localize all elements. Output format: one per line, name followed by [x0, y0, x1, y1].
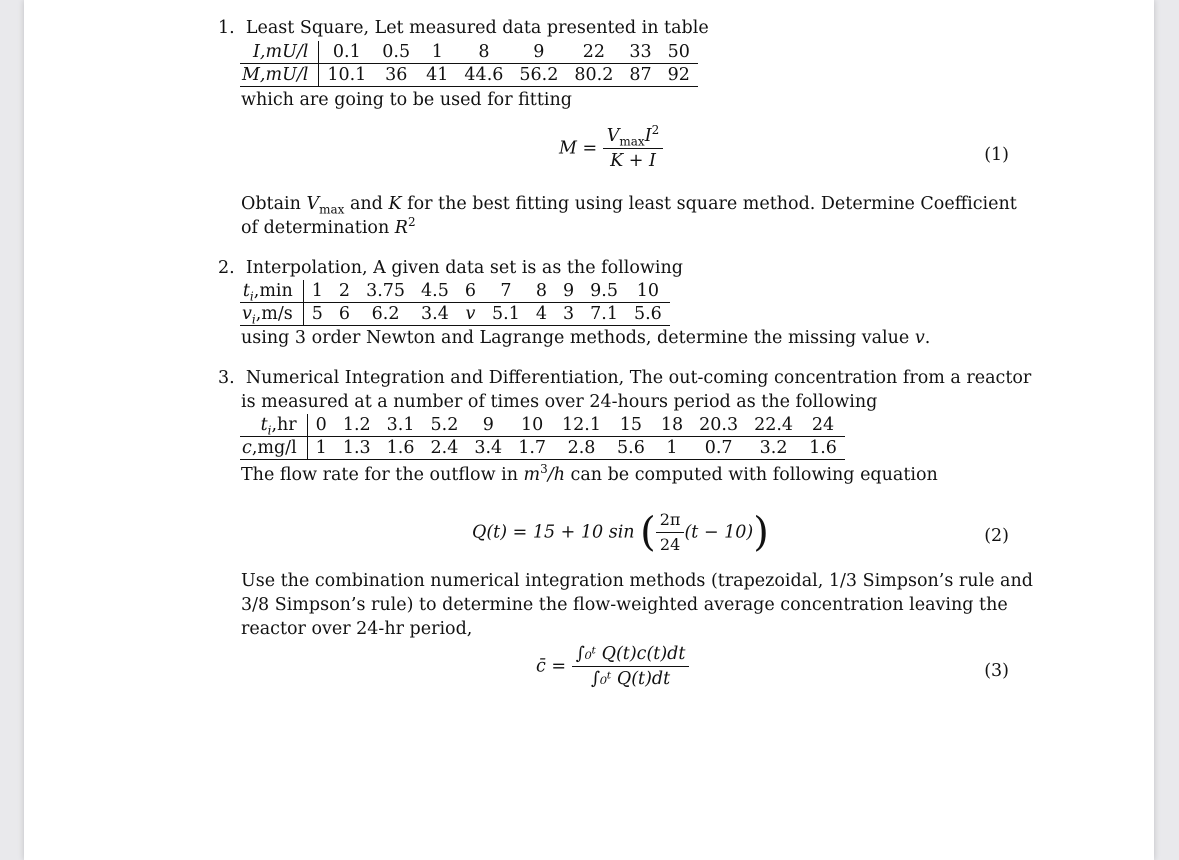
page-content — [24, 0, 1154, 860]
table-cell: 3 — [555, 303, 582, 326]
table-cell: 10 — [510, 414, 554, 437]
problem-1-text-line-1: Obtain $V_{max}$ and K for the best fitting using least square method. Determine Coefficient — [241, 194, 1017, 217]
equation-2-denominator: 24 — [656, 532, 685, 557]
table-cell: 9 — [466, 414, 510, 437]
table-cell: 1 — [303, 280, 331, 303]
table-cell: 12.1 — [554, 414, 609, 437]
table-cell: 2.8 — [554, 437, 609, 460]
table-row-header: $v_i,m/s$ — [240, 303, 303, 326]
table-cell: 5.6 — [609, 437, 653, 460]
table-cell: 5 — [303, 303, 331, 326]
table-cell: 1.3 — [335, 437, 379, 460]
table-cell: 18 — [653, 414, 691, 437]
table-cell: 3.4 — [413, 303, 457, 326]
table-cell: 1.6 — [379, 437, 423, 460]
table-cell: 6 — [331, 303, 358, 326]
equation-3-fraction — [572, 642, 690, 691]
problem-3-title-line-1: Numerical Integration and Differentiation, The out-coming concentration from a reactor — [245, 368, 1032, 388]
equation-2-lhs: Q(t) = 15 + 10 sin — [472, 522, 635, 543]
table-cell: 44.6 — [456, 64, 511, 87]
table-cell: 0 — [307, 414, 335, 437]
problem-1-title: Least Square, Let measured data presented in table — [245, 18, 709, 38]
table-row-header: c,mg/l — [240, 437, 307, 460]
table-cell: 50 — [660, 41, 698, 64]
table-cell: 9.5 — [582, 280, 626, 303]
table-cell: 4.5 — [413, 280, 457, 303]
equation-3 — [536, 642, 689, 706]
table-cell: 1.6 — [801, 437, 845, 460]
table-cell: 1 — [418, 41, 456, 64]
table-row — [240, 280, 670, 303]
table-cell: 3.1 — [379, 414, 423, 437]
problem-3-flow-text: The flow rate for the outflow in $m^3/h$ can be computed with following equation — [241, 462, 938, 485]
table-cell: 0.5 — [374, 41, 418, 64]
problem-3-title-line-2: is measured at a number of times over 24-hours period as the following — [241, 392, 878, 412]
problem-1-text-line-2: of determination $R^2$ — [241, 215, 416, 238]
equation-2-fraction — [656, 508, 685, 557]
problem-3-number: 3. — [218, 368, 235, 388]
table-row-header: $t_i,\min$ — [240, 280, 303, 303]
table-cell: 24 — [801, 414, 845, 437]
numerator-sub: max — [619, 134, 645, 149]
problem-3-heading — [218, 366, 1031, 390]
table-cell: 1.7 — [510, 437, 554, 460]
table-row — [240, 41, 698, 64]
table-cell: 3.2 — [746, 437, 801, 460]
table-row — [240, 64, 698, 87]
table-cell: 9 — [511, 41, 566, 64]
problem-2-number: 2. — [218, 258, 235, 278]
table-cell: 92 — [660, 64, 698, 87]
table-cell: 1 — [307, 437, 335, 460]
table-row — [240, 437, 845, 460]
table-cell: 56.2 — [511, 64, 566, 87]
table-cell: 8 — [528, 280, 555, 303]
problem-1-heading — [218, 16, 709, 40]
table-cell: 10 — [626, 280, 670, 303]
table-cell-missing: v — [457, 303, 484, 326]
numerator-sup: 2 — [651, 123, 660, 138]
equation-1-fraction — [603, 124, 664, 173]
problem-3-para-line-2: 3/8 Simpson’s rule) to determine the flow-weighted average concentration leaving the — [241, 595, 1008, 615]
table-row-header: M,mU/l — [240, 64, 319, 87]
equation-3-numerator: ∫₀ᵗ Q(t)c(t)dt — [575, 644, 686, 664]
equation-3-lhs: c̄ = — [536, 656, 567, 677]
numerator-i: I — [644, 126, 652, 146]
table-cell: 41 — [418, 64, 456, 87]
equation-2-numerator: 2π — [659, 510, 681, 529]
table-cell: 1 — [653, 437, 691, 460]
document-page — [24, 0, 1154, 860]
table-cell: 2.4 — [423, 437, 467, 460]
table-cell: 22.4 — [746, 414, 801, 437]
table-cell: 8 — [456, 41, 511, 64]
table-row — [240, 303, 670, 326]
table-cell: 5.2 — [423, 414, 467, 437]
equation-1-lhs: M = — [559, 138, 598, 159]
table-cell: 80.2 — [566, 64, 621, 87]
table-cell: 9 — [555, 280, 582, 303]
problem-1-number: 1. — [218, 18, 235, 38]
table-cell: 6.2 — [358, 303, 413, 326]
table-cell: 5.6 — [626, 303, 670, 326]
table-cell: 15 — [609, 414, 653, 437]
table-row-header: I,mU/l — [240, 41, 319, 64]
left-paren: ( — [640, 509, 656, 556]
problem-2-table — [240, 280, 670, 326]
table-cell: 87 — [621, 64, 659, 87]
equation-1-denominator: K + I — [603, 148, 664, 173]
table-cell: 20.3 — [691, 414, 746, 437]
problem-2-after-table: using 3 order Newton and Lagrange methods, determine the missing value v. — [241, 328, 931, 348]
table-cell: 3.4 — [466, 437, 510, 460]
equation-1-numerator — [603, 124, 664, 148]
problem-3-para-line-1: Use the combination numerical integration methods (trapezoidal, 1/3 Simpson’s rule and — [241, 571, 1033, 591]
table-cell: 36 — [374, 64, 418, 87]
problem-2-title: Interpolation, A given data set is as the following — [245, 258, 683, 278]
equation-3-denominator: ∫₀ᵗ Q(t)dt — [572, 666, 690, 691]
table-cell: 22 — [566, 41, 621, 64]
table-cell: 0.7 — [691, 437, 746, 460]
table-cell: 10.1 — [319, 64, 374, 87]
table-cell: 7 — [484, 280, 528, 303]
table-row-header: $t_i,hr$ — [240, 414, 307, 437]
table-cell: 2 — [331, 280, 358, 303]
equation-2-number: (2) — [984, 526, 1009, 546]
equation-2-tail: (t − 10) — [684, 522, 754, 543]
table-cell: 6 — [457, 280, 484, 303]
table-cell: 3.75 — [358, 280, 413, 303]
right-paren: ) — [753, 509, 769, 556]
equation-1-number: (1) — [984, 145, 1009, 165]
problem-3-para-line-3: reactor over 24-hr period, — [241, 619, 473, 639]
problem-1-table — [240, 41, 698, 87]
numerator-v: V — [606, 126, 620, 146]
table-cell: 4 — [528, 303, 555, 326]
table-cell: 33 — [621, 41, 659, 64]
equation-2 — [472, 508, 769, 564]
table-cell: 1.2 — [335, 414, 379, 437]
table-cell: 7.1 — [582, 303, 626, 326]
equation-3-number: (3) — [984, 661, 1009, 681]
problem-1-after-table: which are going to be used for fitting — [241, 90, 572, 110]
problem-2-heading — [218, 256, 683, 280]
problem-3-table — [240, 414, 845, 460]
table-row — [240, 414, 845, 437]
table-cell: 0.1 — [319, 41, 374, 64]
table-cell: 5.1 — [484, 303, 528, 326]
equation-1 — [559, 124, 663, 188]
